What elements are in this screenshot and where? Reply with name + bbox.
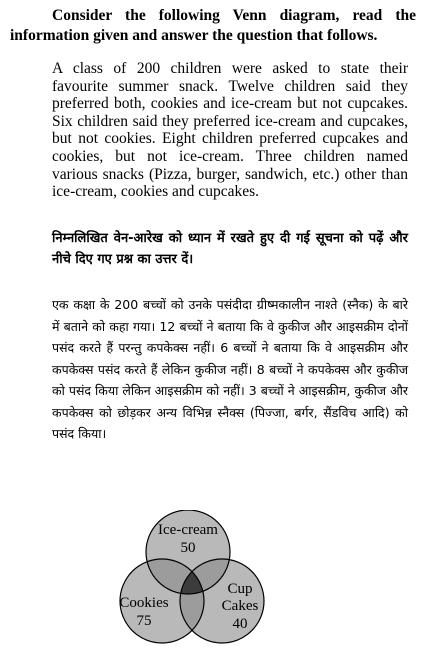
venn-diagram xyxy=(100,510,320,650)
question-instruction: Consider the following Venn diagram, read the information given and answer the question that follows. xyxy=(10,7,416,44)
hindi-instruction: निम्नलिखित वेन-आरेख को ध्यान में रखते हुए दी गई सूचना को पढ़ें और नीचे दिए गए प्रश्न का उत्तर दें। xyxy=(52,231,408,267)
hindi-passage: एक कक्षा के 200 बच्चों को उनके पसंदीदा ग्रीष्मकालीन नाश्ते (स्नैक) के बारे में बताने को कहा गया। 12 बच्चों ने बताया कि वे कुकीज और आइसक्रीम दोनों पसंद करते हैं परन्तु कपकेक्स नहीं। 6 बच्चों ने बताया कि वे आइसक्रीम और कपकेक्स पसंद करते हैं लेकिन कुकीज नहीं। 8 बच्चों ने कपकेक्स और कुकीज को पसंद किया लेकिन आइसक्रीम को नहीं। 3 बच्चों ने आइसक्रीम, कुकीज और कपकेक्स को छोड़कर अन्य विभिन्न स्नैक्स (पिज्जा, बर्गर, सैंडविच आदि) को पसंद किया। xyxy=(52,297,408,441)
cupcakes-value: 40 xyxy=(232,616,248,632)
cupcakes-label-line2: Cakes xyxy=(221,598,259,614)
cupcakes-label-line1: Cup xyxy=(227,581,253,597)
cookies-value: 75 xyxy=(136,613,152,629)
icecream-label: Ice-cream xyxy=(158,522,218,538)
icecream-value: 50 xyxy=(180,540,196,556)
english-passage: A class of 200 children were asked to state their favourite summer snack. Twelve children said they preferred both, cookies and ice-cream but not cupcakes. Six children said they preferred ice-cream and cupcakes, but not cookies. Eight children preferred cupcakes and cookies, but not ice-cream. Three children named various snacks (Pizza, burger, sandwich, etc.) other than ice-cream, cookies and cupcakes. xyxy=(52,60,408,201)
cookies-label: Cookies xyxy=(119,595,169,611)
